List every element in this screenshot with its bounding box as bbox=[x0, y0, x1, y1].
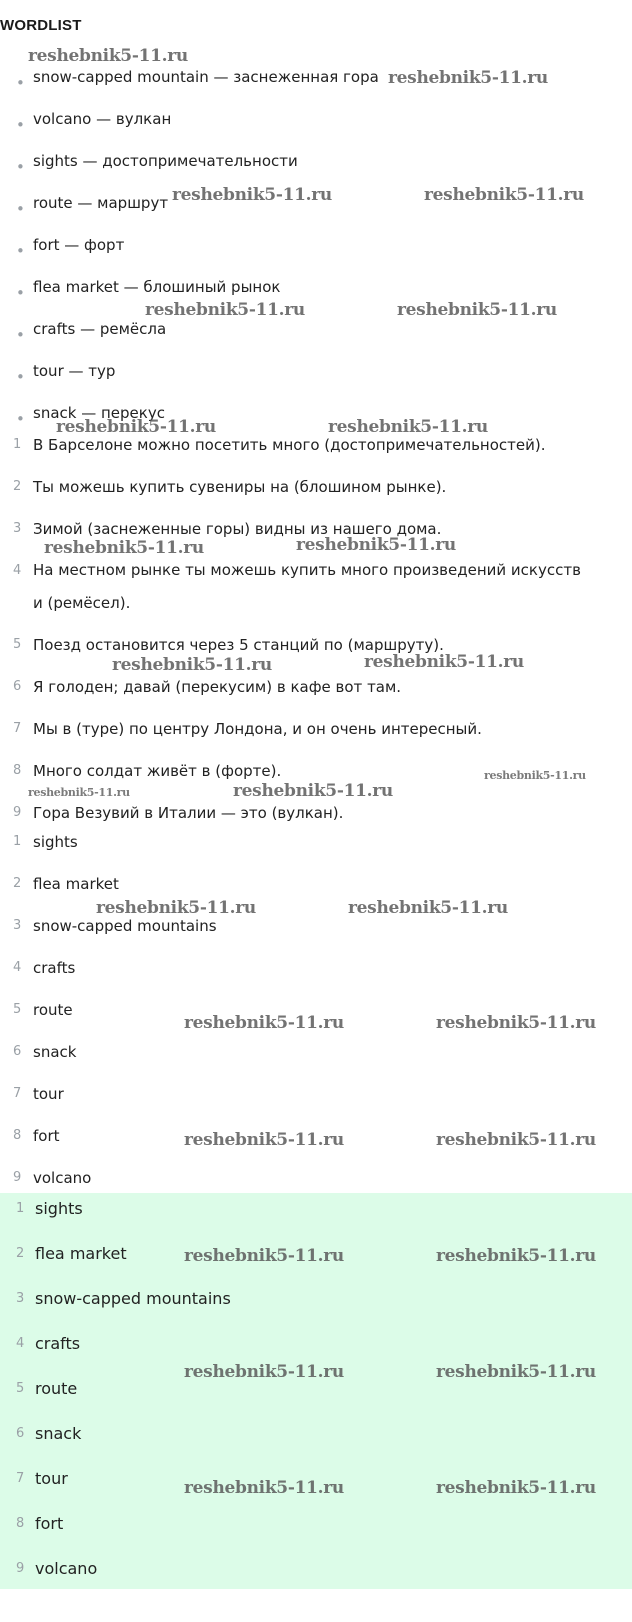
answer-row bbox=[0, 1553, 632, 1598]
item-number: 5 bbox=[13, 637, 22, 652]
answer-row bbox=[0, 917, 632, 959]
answer-text: snow-capped mountains bbox=[35, 1289, 231, 1308]
sentence-text: Много солдат живёт в (форте). bbox=[33, 762, 282, 780]
sentence-row bbox=[0, 636, 632, 678]
item-number: 9 bbox=[16, 1561, 25, 1576]
wordlist-entry: snack — перекус bbox=[33, 404, 165, 422]
watermark: reshebnik5-11.ru bbox=[184, 1246, 344, 1266]
answer-row bbox=[0, 1418, 632, 1463]
sentence-row bbox=[0, 678, 632, 720]
wordlist-entry: sights — достопримечательности bbox=[33, 152, 298, 170]
answer-row bbox=[0, 1283, 632, 1328]
sentence-text: На местном рынке ты можешь купить много произведений искусств и (ремёсел). bbox=[33, 561, 581, 612]
item-number: 2 bbox=[13, 876, 22, 891]
bullet-icon: • bbox=[16, 410, 25, 428]
watermark: reshebnik5-11.ru bbox=[172, 185, 332, 205]
answer-row bbox=[0, 875, 632, 917]
watermark: reshebnik5-11.ru bbox=[436, 1362, 596, 1382]
answer-text: snack bbox=[33, 1043, 77, 1061]
item-number: 6 bbox=[16, 1426, 25, 1441]
wordlist-entry: route — маршрут bbox=[33, 194, 169, 212]
answer-text: route bbox=[33, 1001, 73, 1019]
sentence-text: Я голоден; давай (перекусим) в кафе вот там. bbox=[33, 678, 402, 696]
wordlist-entry: tour — тур bbox=[33, 362, 116, 380]
answer-text: snow-capped mountains bbox=[33, 917, 217, 935]
item-number: 3 bbox=[16, 1291, 25, 1306]
watermark: reshebnik5-11.ru bbox=[484, 769, 586, 782]
answer-text: sights bbox=[33, 833, 78, 851]
sentence-row bbox=[0, 436, 632, 478]
wordlist-entry: fort — форт bbox=[33, 236, 125, 254]
watermark: reshebnik5-11.ru bbox=[44, 538, 204, 558]
watermark: reshebnik5-11.ru bbox=[388, 68, 548, 88]
watermark: reshebnik5-11.ru bbox=[296, 535, 456, 555]
item-number: 6 bbox=[13, 1044, 22, 1059]
watermark: reshebnik5-11.ru bbox=[145, 300, 305, 320]
bullet-icon: • bbox=[16, 158, 25, 176]
answer-text: crafts bbox=[33, 959, 76, 977]
wordlist-entry: snow-capped mountain — заснеженная гора bbox=[33, 68, 379, 86]
answer-row bbox=[0, 833, 632, 875]
watermark: reshebnik5-11.ru bbox=[28, 786, 130, 799]
bullet-icon: • bbox=[16, 74, 25, 92]
watermark: reshebnik5-11.ru bbox=[184, 1478, 344, 1498]
item-number: 1 bbox=[13, 437, 22, 452]
item-number: 6 bbox=[13, 679, 22, 694]
answer-text: tour bbox=[33, 1085, 64, 1103]
watermark: reshebnik5-11.ru bbox=[184, 1013, 344, 1033]
wordlist bbox=[0, 68, 632, 446]
item-number: 2 bbox=[16, 1246, 25, 1261]
watermark: reshebnik5-11.ru bbox=[436, 1130, 596, 1150]
item-number: 8 bbox=[16, 1516, 25, 1531]
watermark: reshebnik5-11.ru bbox=[184, 1362, 344, 1382]
watermark: reshebnik5-11.ru bbox=[364, 652, 524, 672]
answer-row bbox=[0, 1043, 632, 1085]
watermark: reshebnik5-11.ru bbox=[328, 417, 488, 437]
sentence-text: Зимой (заснеженные горы) видны из нашего дома. bbox=[33, 520, 442, 538]
item-number: 1 bbox=[16, 1201, 25, 1216]
watermark: reshebnik5-11.ru bbox=[233, 781, 393, 801]
watermark: reshebnik5-11.ru bbox=[56, 417, 216, 437]
item-number: 7 bbox=[13, 721, 22, 736]
bullet-icon: • bbox=[16, 284, 25, 302]
sentence-text: В Барселоне можно посетить много (достопримечательностей). bbox=[33, 436, 546, 454]
watermark: reshebnik5-11.ru bbox=[348, 898, 508, 918]
item-number: 7 bbox=[16, 1471, 25, 1486]
list-item bbox=[0, 236, 632, 278]
item-number: 9 bbox=[13, 805, 22, 820]
item-number: 7 bbox=[13, 1086, 22, 1101]
sentence-text: Поезд остановится через 5 станций по (маршруту). bbox=[33, 636, 444, 654]
answer-row bbox=[0, 1085, 632, 1127]
watermark: reshebnik5-11.ru bbox=[397, 300, 557, 320]
answer-text: crafts bbox=[35, 1334, 81, 1353]
wordlist-entry: crafts — ремёсла bbox=[33, 320, 167, 338]
item-number: 8 bbox=[13, 1128, 22, 1143]
answer-text: fort bbox=[33, 1127, 60, 1145]
bullet-icon: • bbox=[16, 326, 25, 344]
sentence-text: Гора Везувий в Италии — это (вулкан). bbox=[33, 804, 344, 822]
watermark: reshebnik5-11.ru bbox=[96, 898, 256, 918]
answer-text: route bbox=[35, 1379, 78, 1398]
watermark: reshebnik5-11.ru bbox=[112, 655, 272, 675]
sentence-row bbox=[0, 478, 632, 520]
item-number: 3 bbox=[13, 521, 22, 536]
answer-text: fort bbox=[35, 1514, 64, 1533]
sentence-text: Ты можешь купить сувениры на (блошином рынке). bbox=[33, 478, 447, 496]
item-number: 3 bbox=[13, 918, 22, 933]
item-number: 4 bbox=[13, 960, 22, 975]
item-number: 4 bbox=[16, 1336, 25, 1351]
item-number: 5 bbox=[13, 1002, 22, 1017]
watermark: reshebnik5-11.ru bbox=[424, 185, 584, 205]
answer-row bbox=[0, 1193, 632, 1238]
watermark: reshebnik5-11.ru bbox=[436, 1013, 596, 1033]
bullet-icon: • bbox=[16, 242, 25, 260]
watermark: reshebnik5-11.ru bbox=[436, 1246, 596, 1266]
watermark: reshebnik5-11.ru bbox=[28, 46, 188, 66]
watermark: reshebnik5-11.ru bbox=[436, 1478, 596, 1498]
bullet-icon: • bbox=[16, 200, 25, 218]
answer-row bbox=[0, 1508, 632, 1553]
wordlist-heading: WORDLIST bbox=[0, 17, 82, 34]
answer-text: volcano bbox=[35, 1559, 98, 1578]
answer-text: volcano bbox=[33, 1169, 92, 1187]
sentence-row bbox=[0, 720, 632, 762]
sentence-text: Мы в (туре) по центру Лондона, и он очень интересный. bbox=[33, 720, 482, 738]
answer-text: snack bbox=[35, 1424, 82, 1443]
bullet-icon: • bbox=[16, 116, 25, 134]
item-number: 8 bbox=[13, 763, 22, 778]
answer-text: flea market bbox=[35, 1244, 127, 1263]
item-number: 2 bbox=[13, 479, 22, 494]
sentence-row bbox=[0, 562, 632, 636]
item-number: 5 bbox=[16, 1381, 25, 1396]
list-item bbox=[0, 362, 632, 404]
answer-text: tour bbox=[35, 1469, 68, 1488]
answer-row bbox=[0, 959, 632, 1001]
bullet-icon: • bbox=[16, 368, 25, 386]
item-number: 1 bbox=[13, 834, 22, 849]
item-number: 9 bbox=[13, 1170, 22, 1185]
watermark: reshebnik5-11.ru bbox=[184, 1130, 344, 1150]
list-item bbox=[0, 110, 632, 152]
item-number: 4 bbox=[13, 563, 22, 578]
wordlist-entry: volcano — вулкан bbox=[33, 110, 172, 128]
wordlist-entry: flea market — блошиный рынок bbox=[33, 278, 281, 296]
answer-text: flea market bbox=[33, 875, 119, 893]
answer-text: sights bbox=[35, 1199, 83, 1218]
list-item bbox=[0, 320, 632, 362]
